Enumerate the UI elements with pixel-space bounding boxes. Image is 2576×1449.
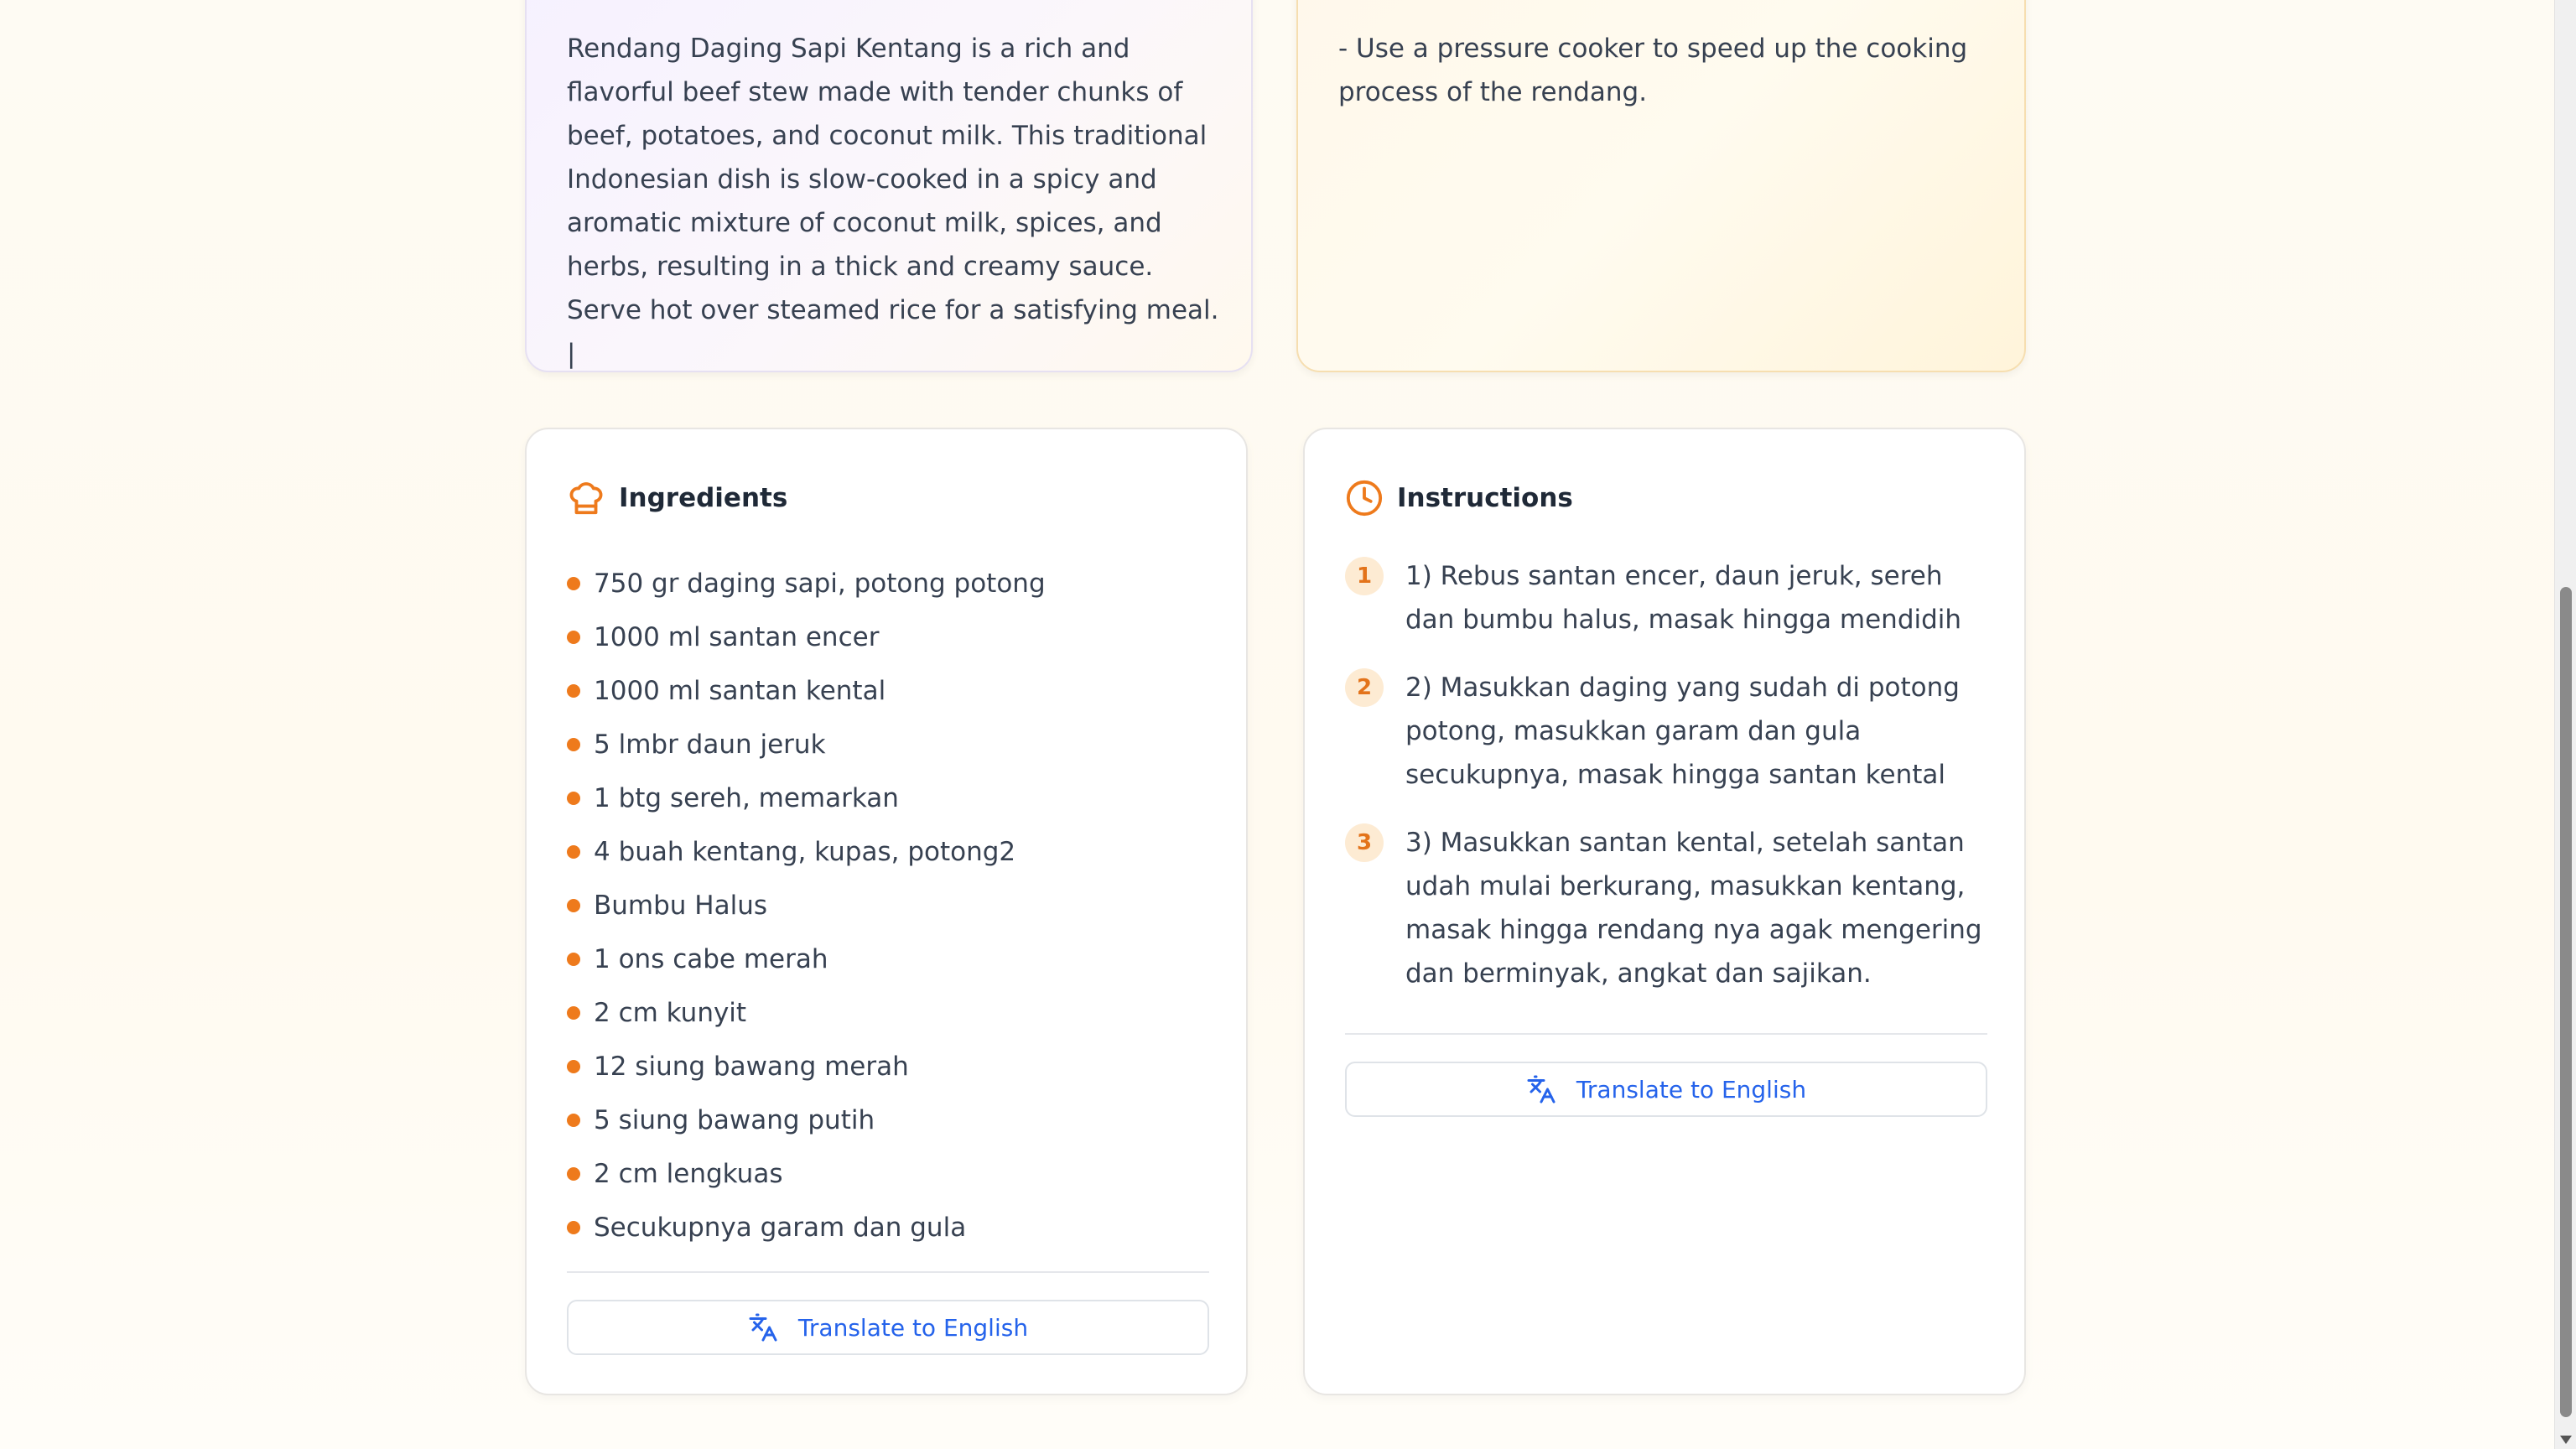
description-text: Rendang Daging Sapi Kentang is a rich and flavorful beef stew made with tender chunks of beef, potatoes, and coconut milk. This traditional Indonesian dish is slow-cooked in a spicy and aromatic mixture of coconut milk, spices, and herbs, resulting in a thick and creamy sauce. Serve hot over steamed rice for a satisfying meal. | <box>567 34 1219 369</box>
step-number-badge: 3 <box>1345 823 1384 862</box>
ingredient-text: 4 buah kentang, kupas, potong2 <box>594 837 1016 867</box>
ingredient-item <box>567 771 1046 825</box>
ingredient-item <box>567 825 1046 879</box>
instructions-header <box>1345 473 1573 523</box>
instructions-list <box>1345 557 1991 1022</box>
bullet-dot <box>567 1167 580 1181</box>
ingredient-text: 1 ons cabe merah <box>594 944 828 974</box>
step-text: 1) Rebus santan encer, daun jeruk, sereh dan bumbu halus, masak hingga mendidih <box>1405 561 1962 635</box>
scroll-down-arrow-icon[interactable] <box>2560 1436 2572 1444</box>
instruction-step <box>1345 668 1991 797</box>
translate-label: Translate to English <box>1576 1075 1807 1104</box>
ingredient-text: 750 gr daging sapi, potong potong <box>594 569 1046 599</box>
ingredient-item <box>567 718 1046 771</box>
instruction-step <box>1345 823 1991 995</box>
scrollbar-thumb[interactable] <box>2560 587 2572 1417</box>
bullet-dot <box>567 1114 580 1127</box>
bullet-dot <box>567 684 580 698</box>
step-number-badge: 1 <box>1345 557 1384 595</box>
bullet-dot <box>567 577 580 590</box>
bullet-dot <box>567 1006 580 1020</box>
ingredient-text: 2 cm lengkuas <box>594 1159 783 1189</box>
step-number-badge: 2 <box>1345 668 1384 707</box>
ingredient-item <box>567 557 1046 610</box>
translate-label: Translate to English <box>797 1313 1029 1342</box>
ingredient-item <box>567 879 1046 932</box>
bullet-dot <box>567 792 580 805</box>
bullet-dot <box>567 1221 580 1234</box>
ingredient-text: 1 btg sereh, memarkan <box>594 783 899 813</box>
bullet-dot <box>567 899 580 912</box>
step-text: 3) Masukkan santan kental, setelah santan udah mulai berkurang, masukkan kentang, masak hingga rendang nya agak mengering dan berminyak, angkat dan sajikan. <box>1405 828 1982 989</box>
ingredients-list <box>567 557 1046 1254</box>
ingredient-text: 1000 ml santan encer <box>594 622 880 652</box>
ingredient-item <box>567 664 1046 718</box>
ingredient-text: 12 siung bawang merah <box>594 1052 909 1082</box>
ingredient-item <box>567 986 1046 1040</box>
step-text: 2) Masukkan daging yang sudah di potong potong, masukkan garam dan gula secukupnya, masak hingga santan kental <box>1405 673 1960 790</box>
translate-icon <box>1526 1074 1556 1104</box>
ingredients-header <box>567 473 787 523</box>
ingredient-item <box>567 1040 1046 1093</box>
ingredients-translate-button[interactable] <box>567 1300 1209 1355</box>
instructions-divider <box>1345 1033 1987 1035</box>
tips-text: - Use a pressure cooker to speed up the cooking process of the rendang. <box>1338 34 1968 107</box>
vertical-scrollbar[interactable] <box>2554 0 2576 1449</box>
ingredient-text: 5 lmbr daun jeruk <box>594 730 826 760</box>
instruction-step <box>1345 557 1991 641</box>
ingredient-text: 2 cm kunyit <box>594 998 747 1028</box>
clock-icon <box>1345 479 1384 517</box>
translate-icon <box>748 1312 778 1343</box>
instructions-card <box>1303 428 2026 1395</box>
ingredient-item <box>567 610 1046 664</box>
bullet-dot <box>567 845 580 859</box>
ingredient-item <box>567 1201 1046 1254</box>
instructions-title: Instructions <box>1397 483 1573 513</box>
ingredient-item <box>567 932 1046 986</box>
ingredient-text: Secukupnya garam dan gula <box>594 1213 967 1243</box>
ingredient-text: 5 siung bawang putih <box>594 1105 875 1135</box>
ingredients-card <box>525 428 1248 1395</box>
ingredient-item <box>567 1093 1046 1147</box>
bullet-dot <box>567 738 580 751</box>
chef-hat-icon <box>567 479 605 517</box>
bullet-dot <box>567 1060 580 1073</box>
ingredients-divider <box>567 1271 1209 1273</box>
ingredient-text: 1000 ml santan kental <box>594 676 886 706</box>
description-card <box>525 0 1253 372</box>
ingredient-item <box>567 1147 1046 1201</box>
bullet-dot <box>567 631 580 644</box>
bullet-dot <box>567 953 580 966</box>
instructions-translate-button[interactable] <box>1345 1062 1987 1117</box>
tips-card <box>1296 0 2026 372</box>
ingredients-title: Ingredients <box>619 483 788 513</box>
ingredient-text: Bumbu Halus <box>594 891 768 921</box>
